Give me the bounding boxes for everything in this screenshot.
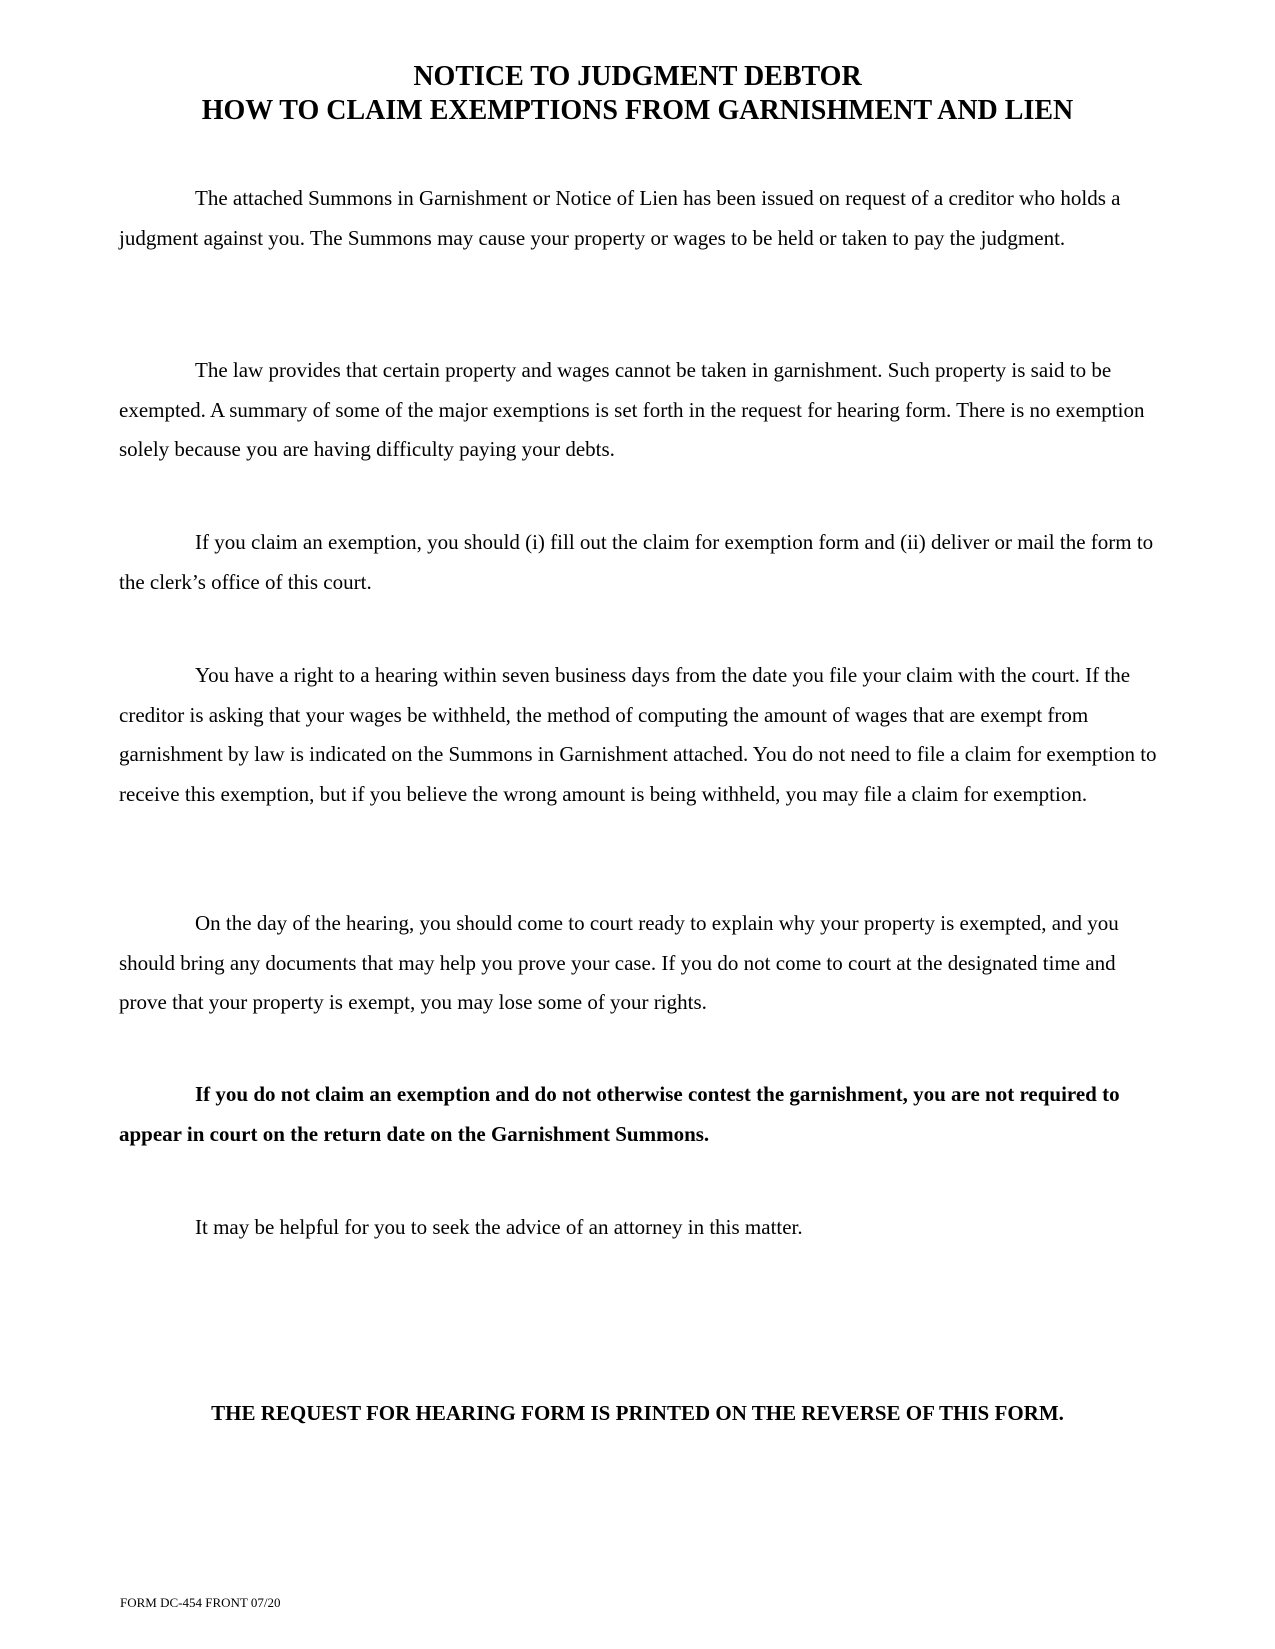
- paragraph-no-appearance-required: If you do not claim an exemption and do not otherwise contest the garnishment, you are not required to appear in court on the return date on the Garnishment Summons.: [119, 1082, 1120, 1146]
- paragraph-how-to-claim: If you claim an exemption, you should (i) fill out the claim for exemption form and (ii) deliver or mail the form to the clerk’s office of this court.: [119, 530, 1154, 594]
- paragraph-hearing-day: On the day of the hearing, you should come to court ready to explain why your property is exempted, and you should bring any documents that may help you prove your case. If you do not come to court at the designated time and prove that your property is exempt, you may lose some of your rights.: [119, 911, 1119, 1014]
- paragraph-summons-issued: The attached Summons in Garnishment or Notice of Lien has been issued on request of a creditor who holds a judgment against you. The Summons may cause your property or wages to be held or taken to pay the judgment.: [119, 186, 1121, 250]
- form-identifier: FORM DC-454 FRONT 07/20: [120, 1595, 281, 1610]
- paragraph-attorney-advice: It may be helpful for you to seek the advice of an attorney in this matter.: [195, 1215, 803, 1239]
- document-title: NOTICE TO JUDGMENT DEBTOR: [413, 61, 862, 92]
- reverse-side-notice: THE REQUEST FOR HEARING FORM IS PRINTED ON THE REVERSE OF THIS FORM.: [211, 1401, 1064, 1425]
- paragraph-exempt-property: The law provides that certain property and wages cannot be taken in garnishment. Such property is said to be exempted. A summary of some of the major exemptions is set forth in the request for hearing form. There is no exemption solely because you are having difficulty paying your debts.: [119, 358, 1145, 461]
- paragraph-hearing-rights: You have a right to a hearing within seven business days from the date you file your claim with the court. If the creditor is asking that your wages be withheld, the method of computing the amount of wages that are exempt from garnishment by law is indicated on the Summons in Garnishment attached. You do not need to file a claim for exemption to receive this exemption, but if you believe the wrong amount is being withheld, you may file a claim for exemption.: [119, 663, 1157, 806]
- document-subtitle: HOW TO CLAIM EXEMPTIONS FROM GARNISHMENT AND LIEN: [201, 95, 1074, 126]
